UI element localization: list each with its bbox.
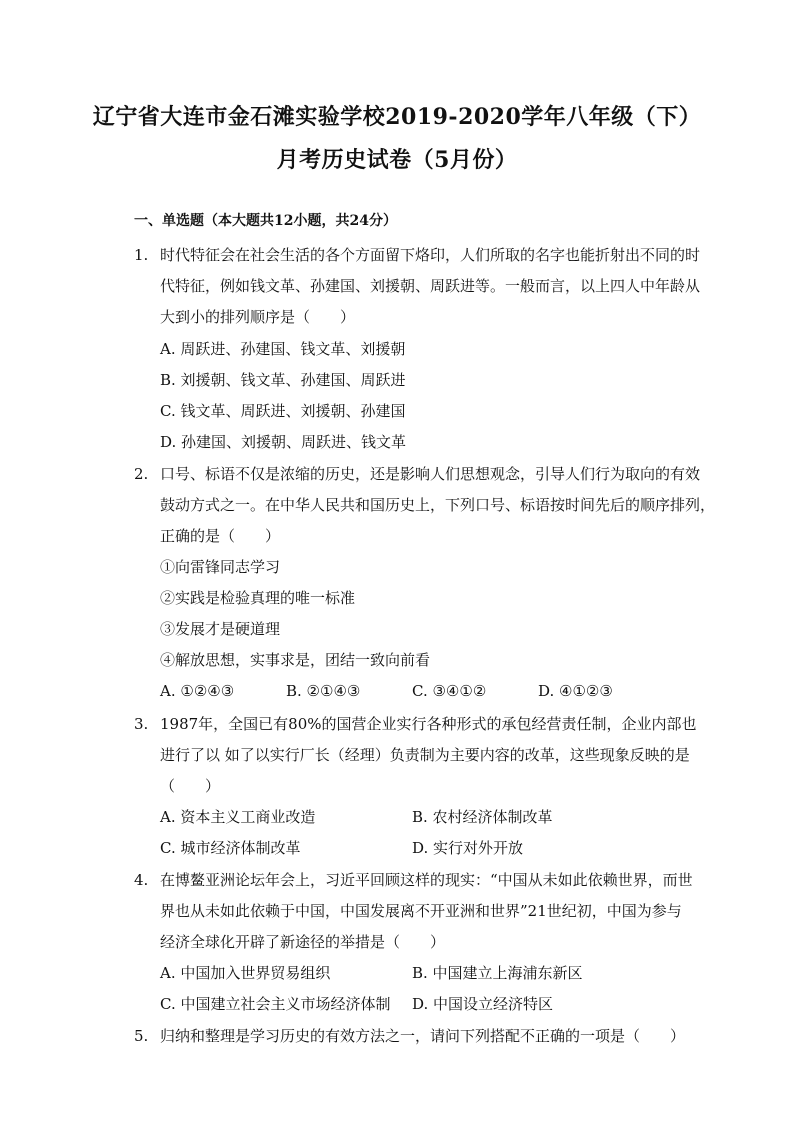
option-d: D. 孙建国、刘援朝、周跃进、钱文革 [160, 433, 407, 451]
question-number: 1. [134, 246, 149, 264]
question-number: 4. [134, 871, 149, 889]
option-c: C. 中国建立社会主义市场经济体制 [160, 995, 391, 1013]
question-number: 5. [134, 1027, 149, 1045]
question-stem-line: 归纳和整理是学习历史的有效方法之一，请问下列搭配不正确的一项是（ ） [160, 1027, 686, 1045]
statement-item: ①向雷锋同志学习 [160, 558, 281, 576]
statement-item: ④解放思想，实事求是，团结一致向前看 [160, 651, 431, 669]
option-b: B. 刘援朝、钱文革、孙建国、周跃进 [160, 371, 406, 389]
question-stem-line: 大到小的排列顺序是（ ） [160, 308, 356, 326]
option-a: A. 中国加入世界贸易组织 [160, 964, 331, 982]
question-stem-line: 界也从未如此依赖于中国，中国发展离不开亚洲和世界”21世纪初，中国为参与 [160, 902, 682, 920]
option-c: C. 钱文革、周跃进、刘援朝、孙建国 [160, 402, 406, 420]
question-stem-line: 时代特征会在社会生活的各个方面留下烙印，人们所取的名字也能折射出不同的时 [160, 246, 701, 264]
option-d: D. 中国设立经济特区 [412, 995, 554, 1013]
question-stem-line: 经济全球化开辟了新途径的举措是（ ） [160, 933, 446, 951]
exam-title-line-2: 月考历史试卷（5月份） [276, 147, 518, 173]
question-stem-line: 代特征，例如钱文革、孙建国、刘援朝、周跃进等。一般而言，以上四人中年龄从 [160, 277, 701, 295]
option-b: B. ②①④③ [286, 682, 361, 700]
option-a: A. ①②④③ [160, 682, 235, 700]
option-b: B. 中国建立上海浦东新区 [412, 964, 583, 982]
question-stem-line: 1987年，全国已有80%的国营企业实行各种形式的承包经营责任制，企业内部也 [160, 715, 697, 733]
option-b: B. 农村经济体制改革 [412, 808, 553, 826]
statement-item: ③发展才是硬道理 [160, 620, 281, 638]
question-stem-line: （ ） [160, 777, 221, 795]
question-number: 2. [134, 465, 149, 483]
question-number: 3. [134, 715, 149, 733]
option-c: C. ③④①② [412, 682, 487, 700]
question-stem-line: 正确的是（ ） [160, 527, 281, 545]
question-stem-line: 鼓动方式之一。在中华人民共和国历史上，下列口号、标语按时间先后的顺序排列， [160, 496, 716, 514]
option-d: D. 实行对外开放 [412, 839, 524, 857]
option-a: A. 周跃进、孙建国、钱文革、刘援朝 [160, 340, 406, 358]
exam-title-line-1: 辽宁省大连市金石滩实验学校2019-2020学年八年级（下） [92, 104, 702, 130]
question-stem-line: 口号、标语不仅是浓缩的历史，还是影响人们思想观念，引导人们行为取向的有效 [160, 465, 701, 483]
option-a: A. 资本主义工商业改造 [160, 808, 316, 826]
option-c: C. 城市经济体制改革 [160, 839, 301, 857]
statement-item: ②实践是检验真理的唯一标准 [160, 589, 356, 607]
section-heading: 一、单选题（本大题共12小题，共24分） [134, 213, 397, 229]
question-stem-line: 进行了以 如了以实行厂长（经理）负责制为主要内容的改革，这些现象反映的是 [160, 746, 690, 764]
question-stem-line: 在博鳌亚洲论坛年会上，习近平回顾这样的现实：“中国从未如此依赖世界，而世 [160, 871, 693, 889]
option-d: D. ④①②③ [538, 682, 613, 700]
